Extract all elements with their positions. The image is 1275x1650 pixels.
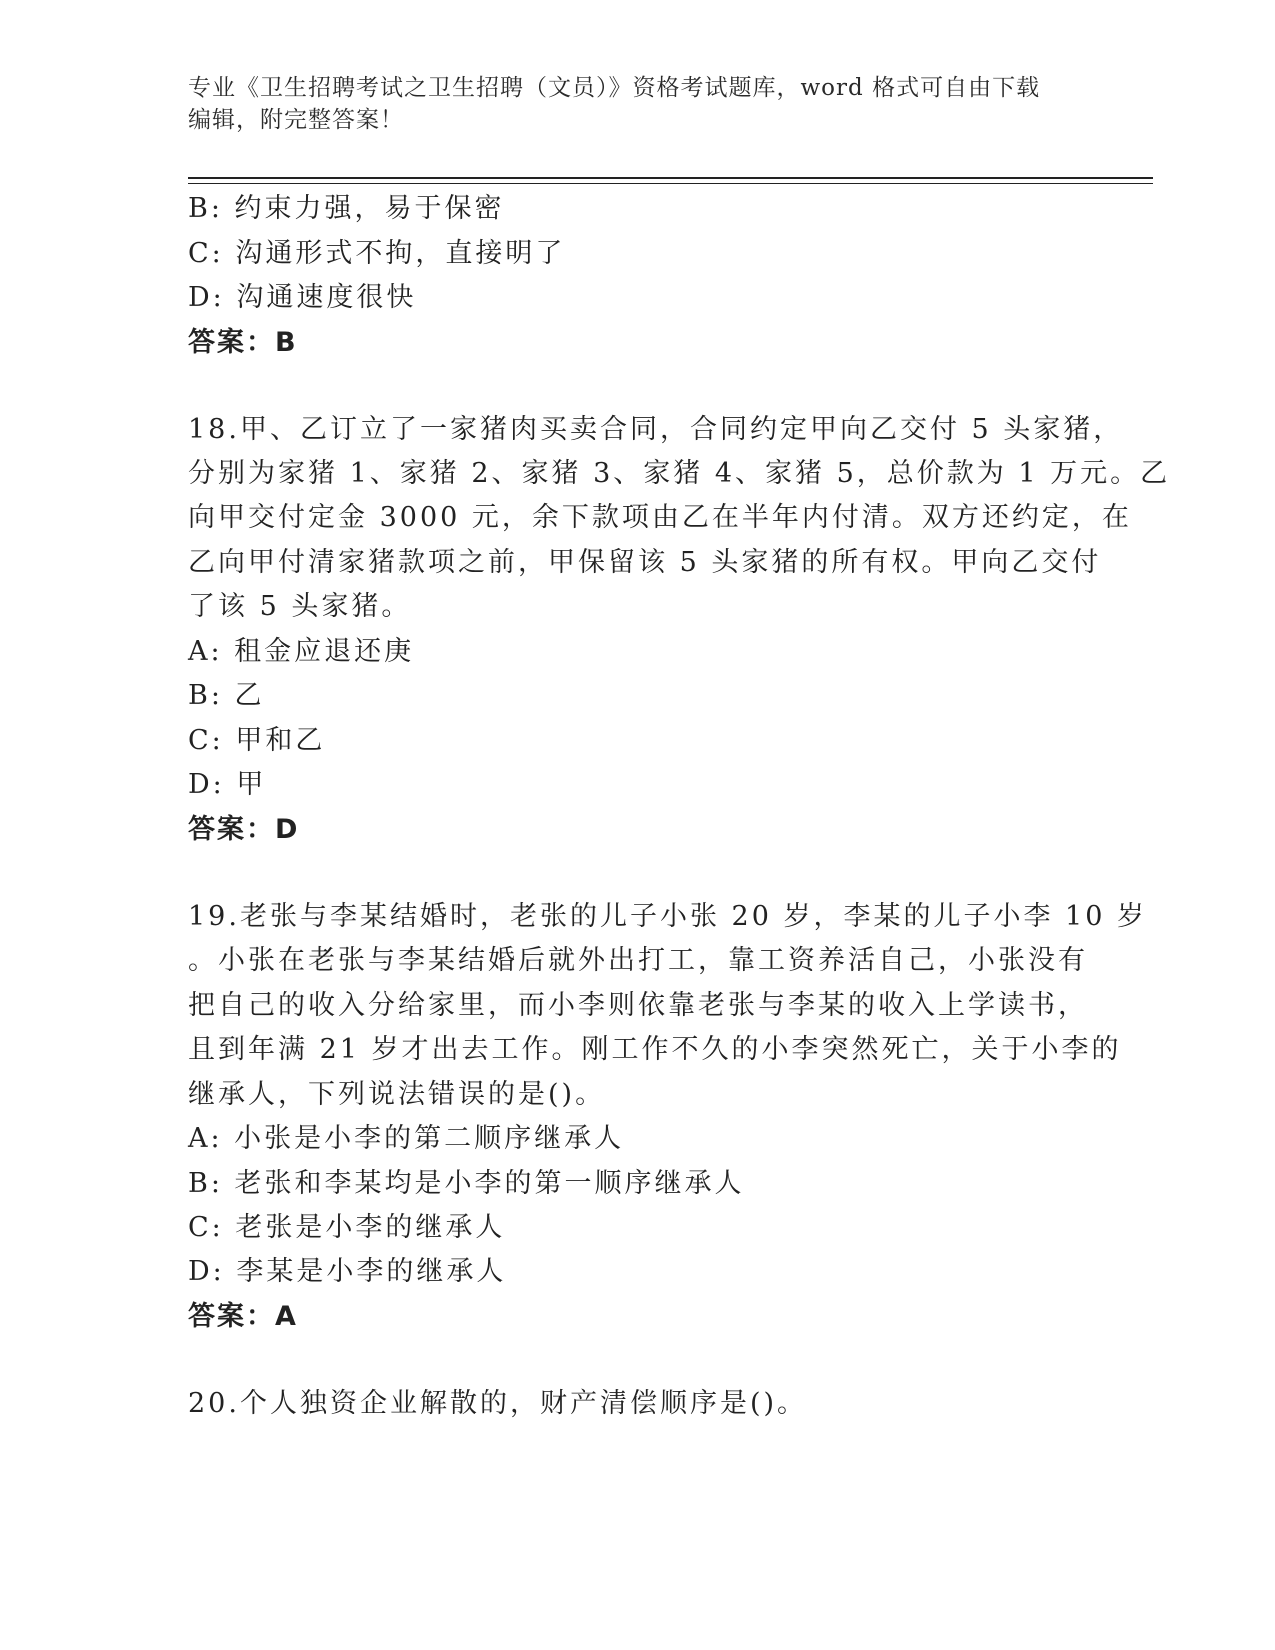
q20-stem: 20.个人独资企业解散的，财产清偿顺序是()。 bbox=[188, 1388, 808, 1419]
q17-answer: 答案：B bbox=[188, 327, 298, 358]
q19-stem-line-5: 继承人，下列说法错误的是()。 bbox=[188, 1079, 606, 1110]
q19-answer: 答案：A bbox=[188, 1301, 298, 1332]
q18-option-c: C: 甲和乙 bbox=[188, 725, 326, 756]
q17-option-c: C: 沟通形式不拘，直接明了 bbox=[188, 238, 566, 269]
q19-stem-line-4: 且到年满 21 岁才出去工作。刚工作不久的小李突然死亡，关于小李的 bbox=[188, 1034, 1122, 1065]
q18-stem-line-2: 分别为家猪 1、家猪 2、家猪 3、家猪 4、家猪 5，总价款为 1 万元。乙 bbox=[188, 458, 1171, 489]
q19-option-a: A: 小张是小李的第二顺序继承人 bbox=[188, 1123, 625, 1154]
q18-stem-line-4: 乙向甲付清家猪款项之前，甲保留该 5 头家猪的所有权。甲向乙交付 bbox=[188, 547, 1102, 578]
header-line-1: 专业《卫生招聘考试之卫生招聘（文员）》资格考试题库，word 格式可自由下载 bbox=[188, 75, 1041, 101]
q18-option-b: B: 乙 bbox=[188, 680, 265, 711]
document-header bbox=[188, 72, 1088, 136]
header-line-2: 编辑，附完整答案！ bbox=[188, 107, 404, 133]
q18-option-d: D: 甲 bbox=[188, 769, 267, 800]
q19-option-b: B: 老张和李某均是小李的第一顺序继承人 bbox=[188, 1168, 745, 1199]
q17-option-d: D: 沟通速度很快 bbox=[188, 282, 417, 313]
q19-option-d: D: 李某是小李的继承人 bbox=[188, 1256, 507, 1287]
q18-answer: 答案：D bbox=[188, 814, 300, 845]
q19-stem-line-3: 把自己的收入分给家里，而小李则依靠老张与李某的收入上学读书， bbox=[188, 990, 1088, 1021]
header-divider-thin bbox=[188, 183, 1153, 184]
q17-option-b: B: 约束力强，易于保密 bbox=[188, 193, 505, 224]
q18-stem-line-3: 向甲交付定金 3000 元，余下款项由乙在半年内付清。双方还约定，在 bbox=[188, 502, 1132, 533]
q18-stem-line-1: 18.甲、乙订立了一家猪肉买卖合同，合同约定甲向乙交付 5 头家猪， bbox=[188, 414, 1124, 445]
q19-option-c: C: 老张是小李的继承人 bbox=[188, 1212, 506, 1243]
header-divider-thick bbox=[188, 177, 1153, 179]
q18-option-a: A: 租金应退还庚 bbox=[188, 636, 415, 667]
q19-stem-line-2: 。小张在老张与李某结婚后就外出打工，靠工资养活自己，小张没有 bbox=[188, 945, 1088, 976]
q18-stem-line-5: 了该 5 头家猪。 bbox=[188, 591, 412, 622]
q19-stem-line-1: 19.老张与李某结婚时，老张的儿子小张 20 岁，李某的儿子小李 10 岁 bbox=[188, 901, 1147, 932]
